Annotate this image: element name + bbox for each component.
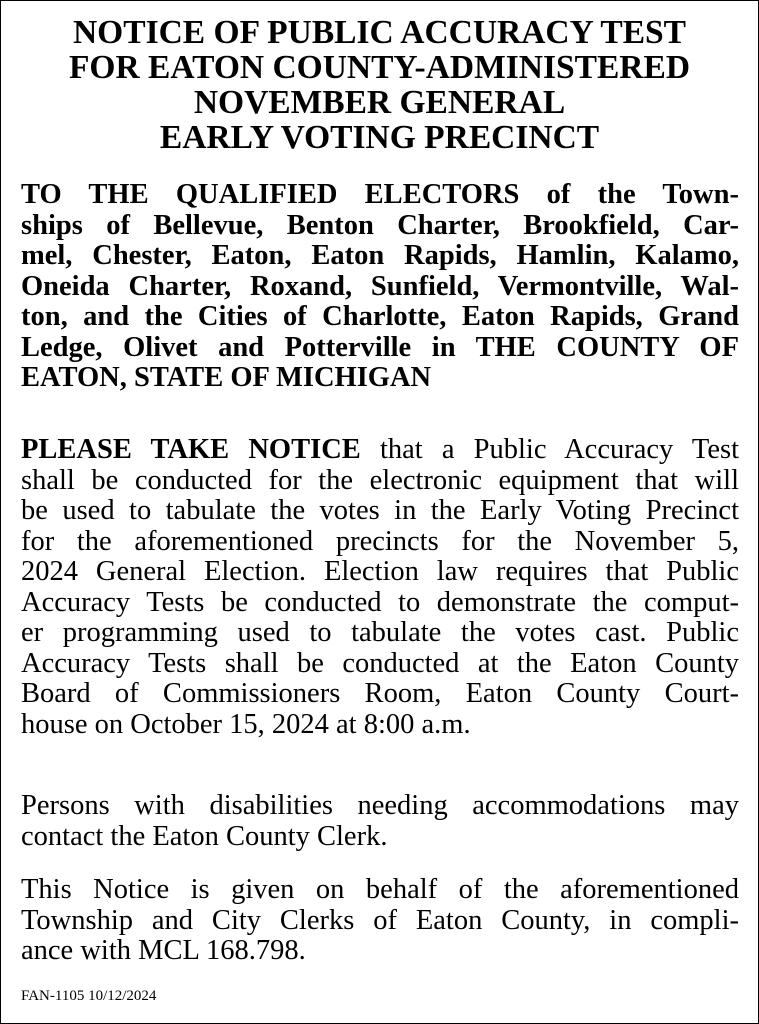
paragraph-line: Board of Commissioners Room, Eaton County Court-	[21, 678, 739, 709]
paragraph-line: mel, Chester, Eaton, Eaton Rapids, Hamlin, Kalamo,	[21, 240, 739, 271]
title-line: NOVEMBER GENERAL	[193, 84, 566, 121]
notice-lead: PLEASE TAKE NOTICE	[21, 434, 361, 465]
paragraph-line: Ledge, Olivet and Potterville in THE COUNTY OF	[21, 331, 739, 363]
paragraph-line: ships of Bellevue, Benton Charter, Brookfield, Car-	[21, 209, 739, 241]
behalf-paragraph	[21, 875, 739, 967]
notice-title	[19, 15, 740, 155]
paragraph-line: shall be conducted for the electronic equipment that will	[21, 464, 739, 496]
paragraph-line: Township and City Clerks of Eaton County, in compli-	[21, 904, 739, 936]
paragraph-line: Oneida Charter, Roxand, Sunfield, Vermontville, Wal-	[21, 270, 739, 302]
title-line: NOTICE OF PUBLIC ACCURACY TEST	[72, 14, 687, 51]
paragraph-line: Accuracy Tests shall be conducted at the Eaton County	[21, 647, 739, 679]
paragraph-line: ance with MCL 168.798.	[21, 935, 306, 966]
paragraph-line: Accuracy Tests be conducted to demonstrate the comput-	[21, 586, 739, 618]
title-line: FOR EATON COUNTY-ADMINISTERED	[68, 49, 691, 86]
paragraph-line: EATON, STATE OF MICHIGAN	[21, 362, 432, 393]
paragraph-line: er programming used to tabulate the votes cast. Public	[21, 617, 739, 648]
paragraph-line: TO THE QUALIFIED ELECTORS of the Town-	[21, 179, 739, 210]
paragraph-line: Persons with disabilities needing accommodations may	[21, 790, 739, 821]
paragraph-line	[21, 435, 739, 466]
paragraph-line: for the aforementioned precincts for the November 5,	[21, 525, 739, 557]
electors-paragraph	[21, 180, 739, 394]
title-line: EARLY VOTING PRECINCT	[159, 119, 600, 156]
paragraph-line: This Notice is given on behalf of the aforementioned	[21, 874, 739, 905]
paragraph-line: 2024 General Election. Election law requires that Public	[21, 556, 739, 587]
disabilities-paragraph	[21, 791, 739, 852]
notice-lead-rest: that a Public Accuracy Test	[360, 434, 739, 465]
footer-code: FAN-1105 10/12/2024	[21, 988, 157, 1004]
paragraph-line: contact the Eaton County Clerk.	[21, 820, 388, 852]
notice-paragraph	[21, 435, 739, 740]
paragraph-line: house on October 15, 2024 at 8:00 a.m.	[21, 708, 471, 740]
paragraph-line: ton, and the Cities of Charlotte, Eaton Rapids, Grand	[21, 301, 739, 332]
paragraph-line: be used to tabulate the votes in the Early Voting Precinct	[21, 495, 739, 526]
